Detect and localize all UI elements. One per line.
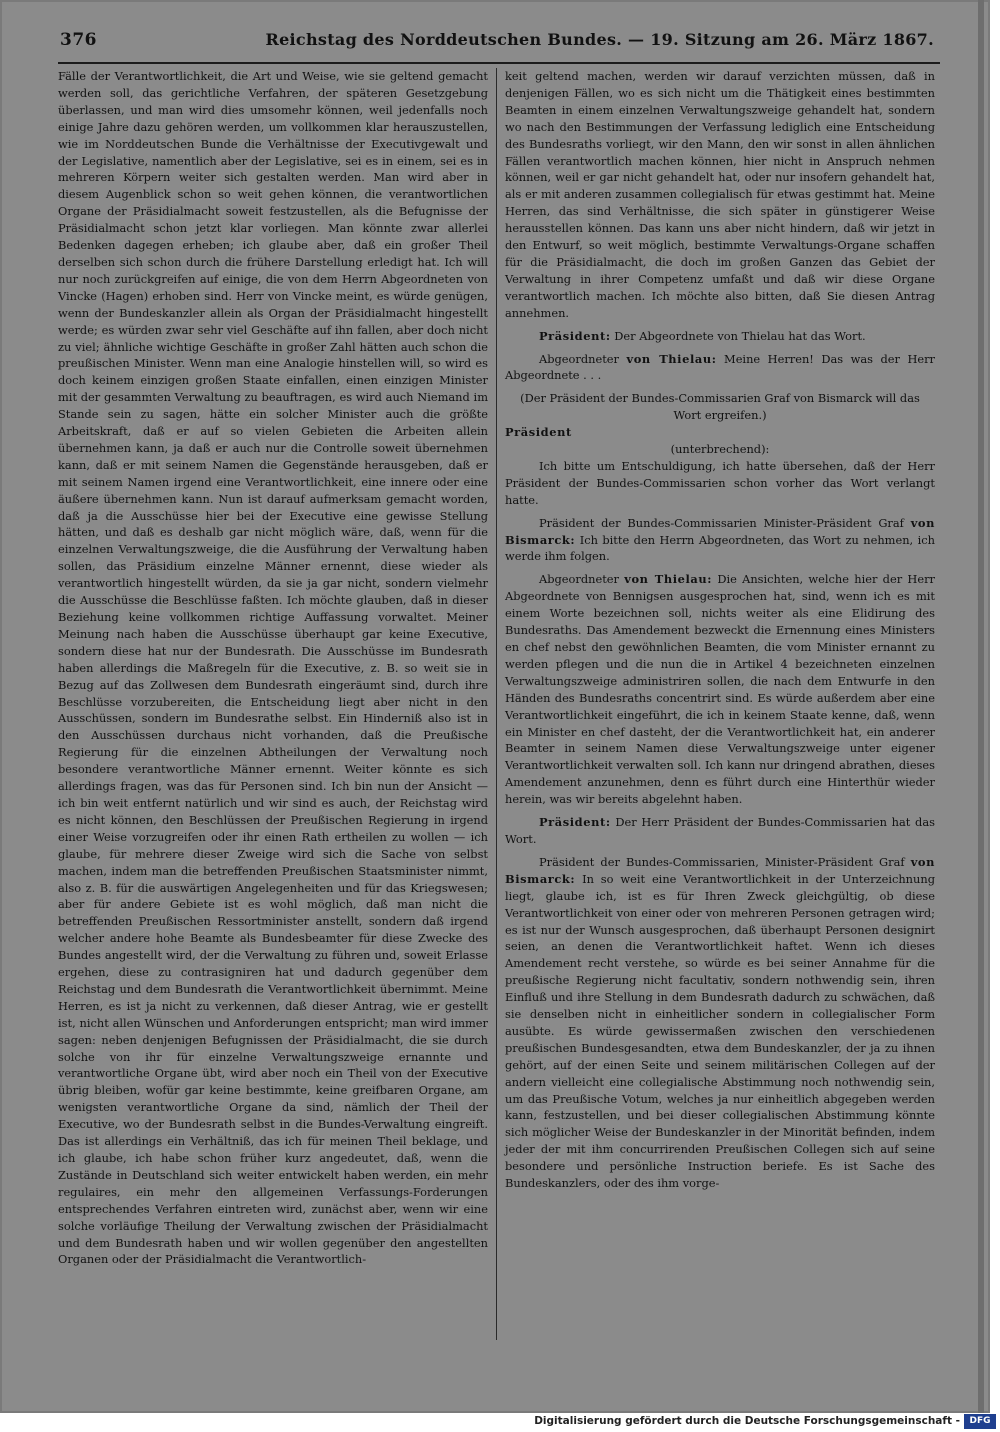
digitization-footer (0, 1413, 1000, 1432)
speech-president-2: Ich bitte um Entschuldigung, ich hatte übersehen, daß der Herr Präsident der Bundes-Commissarien schon vorher das Wort verlangt hatte. (505, 458, 935, 507)
speaker-name: Präsident: (539, 328, 611, 343)
speech-bismarck-1 (505, 515, 935, 566)
speech-thielau-2 (505, 571, 935, 808)
speech-text: Ich bitte den Herrn Abgeordneten, das Wort zu nehmen, ich werde ihm folgen. (505, 532, 935, 564)
speech-text: Der Herr Präsident der Bundes-Commissarien hat das Wort. (505, 815, 935, 846)
speaker-aside: (unterbrechend): (670, 442, 770, 457)
page-header (58, 28, 940, 64)
speaker-title: Präsident der Bundes-Commissarien, Minister-Präsident Graf (539, 854, 911, 869)
left-column-text: Fälle der Verantwortlichkeit, die Art und Weise, wie sie geltend gemacht werden soll, das gerichtliche Verfahren, der späteren Gesetzgebung überlassen, und man wird dies umsomehr können, weil jedenfalls noch einige Jahre dazu gehören werden, um vollkommen klar herauszustellen, wie im Norddeutschen Bunde die Verhältnisse der Executivgewalt und der Legislative, namentlich aber der Legislative, sei es in einem, sei es in mehreren Körpern weiter sich gestalten werden. Man wird aber in diesem Augenblick schon so weit gehen können, die verantwortlichen Organe der Präsidialmacht soweit festzustellen, als die Befugnisse der Präsidialmacht schon jetzt klar vorliegen. Man könnte zwar allerlei Bedenken dagegen erheben; ich glaube aber, daß ein großer Theil derselben sich schon durch die frühere Darstellung erledigt hat. Ich will nur noch zurückgreifen auf einige, die von dem Herrn Abgeordneten von Vincke (Hagen) erhoben sind. Herr von Vincke meint, es würde genügen, wenn der Bundeskanzler allein als Organ der Präsidialmacht hingestellt werde; es würden zwar sehr viel Geschäfte auf ihn fallen, aber doch nicht zu viel; ähnliche wichtige Geschäfte in großer Zahl hätten auch schon die preußischen Minister. Wenn man eine Analogie hinstellen will, so wird es doch keinem einzigen großen Staate einfallen, einen einzigen Minister mit der gesammten Verwaltung zu beauftragen, es wird auch Niemand im Stande sein zu sagen, hätte ein solcher Minister auch die größte Arbeitskraft, daß er auf so vielen Gebieten die Arbeiten allein übernehmen kann, ja daß er auch nur die Controlle soweit übernehmen kann, daß er mit seinem Namen die Gegenstände herausgeben, daß er mit seinem Namen irgend eine Verantwortlichkeit, eine innere oder eine äußere übernehmen kann. Nun ist darauf aufmerksam gemacht worden, daß ja die Ausschüsse hier bei der Executive eine gewisse Stellung hätten, und daß es deshalb gar nicht möglich wäre, daß, wenn für die einzelnen Verwaltungszweige, die die Ausführung der Verwaltung haben sollen, das Präsidium einzelne Männer ernennt, diese wieder als verantwortlich hingestellt würden, da sie ja gar nicht, sondern vielmehr die Ausschüsse die Beschlüsse faßten. Ich möchte glauben, daß in dieser Beziehung keine vollkommen richtige Auffassung vorwaltet. Meiner Meinung nach haben die Ausschüsse überhaupt gar keine Executive, sondern diese hat nur der Bundesrath. Die Ausschüsse im Bundesrath haben allerdings die Maßregeln für die Executive, z. B. so weit sie in Bezug auf das Zollwesen dem Bundesrath eingeräumt sind, durch ihre Beschlüsse vorzubereiten, die Entscheidung liegt aber nicht in den Ausschüssen, sondern im Bundesrathe selbst. Ein Hinderniß also ist in den Ausschüssen durchaus nicht vorhanden, daß die Preußische Regierung für die einzelnen Abtheilungen der Verwaltung noch besondere verantwortliche Männer ernennt. Weiter könnte es sich allerdings fragen, was das für Personen sind. Ich bin nun der Ansicht — ich bin weit entfernt natürlich und wir sind es auch, der Reichstag wird es nicht können, den Beschlüssen der Preußischen Regierung in irgend einer Weise vorzugreifen oder ihr einen Rath ertheilen zu wollen — ich glaube, für mehrere dieser Zweige wird sich die Sache von selbst machen, indem man die betreffenden Preußischen Staatsminister nimmt, also z. B. für die auswärtigen Angelegenheiten und für das Kriegswesen; aber für andere Gebiete ist es wohl möglich, daß man nicht die betreffenden Preußischen Ressortminister anstellt, sondern daß irgend welcher andere hohe Beamte als Bundesbeamter für diese Zwecke des Bundes angestellt wird, der die Verwaltung zu führen und, soweit Erlasse ergehen, diese zu contrasigniren hat und dadurch gegenüber dem Reichstag und dem Bundesrath die Verantwortlichkeit übernimmt. Meine Herren, es ist ja nicht zu verkennen, daß dieser Antrag, wie er gestellt ist, nicht allen Wünschen und Anforderungen entspricht; man wird immer sagen: neben denjenigen Befugnissen der Präsidialmacht, die sie durch solche von ihr für einzelne Verwaltungszweige ernannte und verantwortliche Organe übt, wird aber noch ein Theil von der Executive übrig bleiben, wofür gar keine bestimmte, keine greifbaren Organe, am wenigsten verantwortliche Organe da sind, nämlich der Theil der Executive, wo der Bundesrath selbst in die Bundes-Verwaltung eingreift. Das ist allerdings ein Verhältniß, das ich für meinen Theil beklage, und ich glaube, ich habe schon früher kurz angedeutet, daß, wenn die Zustände in Deutschland sich weiter entwickelt haben werden, ein mehr regulaires, ein mehr den allgemeinen Verfassungs-Forderungen entsprechendes Verfahren eintreten wird, zunächst aber, wenn wir eine solche vorläufige Theilung der Verwaltung zwischen der Präsidialmacht und dem Bundesrath haben und wir wollen gegenüber den angestellten Organen oder der Präsidialmacht die Verantwortlich- (58, 69, 488, 1267)
column-divider (496, 68, 497, 1340)
speaker-title: Abgeordneter (539, 351, 627, 366)
speech-bismarck-2 (505, 854, 935, 1192)
speech-thielau-1 (505, 351, 935, 385)
speech-president-3 (505, 814, 935, 848)
page-number: 376 (60, 30, 97, 50)
left-column (58, 68, 488, 1368)
speaker-name: von Thielau: (624, 572, 713, 587)
speech-text: Die Ansichten, welche hier der Herr Abgeordnete von Bennigsen ausgesprochen hat, sind, wenn ich es mit einem Worte bezeichnen soll, nichts weiter als eine Elidirung des Bundesraths. Das Amendement bezweckt die Ernennung eines Ministers en chef nebst den gewöhnlichen Beamten, die vom Minister ernannt zu werden pflegen und die nun die in Artikel 4 bezeichneten einzelnen Verwaltungszweige administriren sollen, die nach dem Entwurfe in den Händen des Bundesraths concentrirt sind. Es würde außerdem aber eine Verantwortlichkeit eingeführt, die ich in keinem Staate kenne, daß, wenn ein Minister en chef dasteht, der die Verantwortlichkeit hat, ein anderer Beamter in seinem Namen diese Verwaltungszweige unter eigener Verantwortlichkeit verwalten soll. Ich kann nur dringend abrathen, dieses Amendement anzunehmen, denn es führt durch eine Hinterthür wieder herein, was wir bereits abgelehnt haben. (505, 572, 935, 807)
speaker-title: Abgeordneter (539, 572, 625, 587)
speaker-name: von Bismarck: (505, 854, 935, 886)
speech-text: Meine Herren! Das was der Herr Abgeordnete . . . (505, 351, 936, 383)
speaker-name: Präsident (505, 425, 572, 440)
right-column (505, 68, 935, 1368)
speech-president-1 (505, 328, 935, 345)
speech-continuation: keit geltend machen, werden wir darauf verzichten müssen, daß in denjenigen Fällen, wo es sich nicht um die Thätigkeit eines bestimmten Beamten in einem einzelnen Verwaltungszweige gehandelt hat, sondern wo nach den Bestimmungen der Verfassung lediglich eine Entscheidung des Bundesraths vorliegt, wir den Mann, den wir sonst in allen ähnlichen Fällen verantwortlich machen können, hier nicht in Anspruch nehmen können, weil er gar nicht gehandelt hat, oder nur insofern gehandelt hat, als er mit anderen zusammen collegialisch für etwas gestimmt hat. Meine Herren, das sind Verhältnisse, die sich später in günstigerer Weise herausstellen können. Das kann uns aber nicht hindern, daß wir jetzt in den Entwurf, so weit möglich, bestimmte Verwaltungs-Organe schaffen für die Präsidialmacht, die doch im großen Ganzen das Gebiet der Verwaltung in ihrer Competenz umfaßt und daß wir diese Organe verantwortlich machen. Ich möchte also bitten, daß Sie diesen Antrag annehmen. (505, 69, 935, 320)
speaker-name: Präsident: (539, 815, 611, 830)
speaker-title: Präsident der Bundes-Commissarien Minister-Präsident Graf (539, 515, 911, 530)
speech-text: In so weit eine Verantwortlichkeit in der Unterzeichnung liegt, glaube ich, ist es für Ihren Zweck gleichgültig, ob diese Verantwortlichkeit von einer oder von mehreren Personen getragen wird; es ist nur der Wunsch ausgesprochen, daß überhaupt Personen designirt seien, an denen die Verantwortlichkeit haftet. Wenn ich dieses Amendement recht verstehe, so würde es bei seiner Annahme für die preußische Regierung nicht facultativ, sondern nothwendig sein, ihren Einfluß und ihre Stellung in dem Bundesrath dadurch zu schwächen, daß sie denselben nicht in einheitlicher sondern in collegialischer Form ausübte. Es würde gewissermaßen zwischen den verschiedenen preußischen Bundesgesandten, etwa dem Bundeskanzler, der ja zu ihnen gehört, auf der einen Seite und seinem militärischen Collegen auf der andern vielleicht eine collegialische Abstimmung noch nothwendig sein, um das Preußische Votum, welches ja nur einheitlich abgegeben werden kann, festzustellen, und bei dieser collegialischen Abstimmung könnte sich möglicher Weise der Bundeskanzler in der Minorität befinden, indem jeder der mit ihm concurrirenden Preußischen Collegen sich auf seine besondere und persönliche Instruction beriefe. Es ist Sache des Bundeskanzlers, oder des ihm vorge- (505, 871, 935, 1191)
speaker-name: von Thielau: (626, 351, 717, 366)
dfg-logo-icon: DFG (964, 1414, 996, 1429)
speech-text: Der Abgeordnete von Thielau hat das Wort. (610, 328, 866, 343)
page-edge-shadow (978, 0, 984, 1413)
running-title: Reichstag des Norddeutschen Bundes. — 19. Sitzung am 26. März 1867. (265, 30, 934, 49)
funding-credit: Digitalisierung gefördert durch die Deutsche Forschungsgemeinschaft - (534, 1415, 960, 1427)
speaker-name: von Bismarck: (505, 515, 935, 547)
stage-direction: (Der Präsident der Bundes-Commissarien Graf von Bismarck will das Wort ergreifen.) (520, 391, 920, 423)
